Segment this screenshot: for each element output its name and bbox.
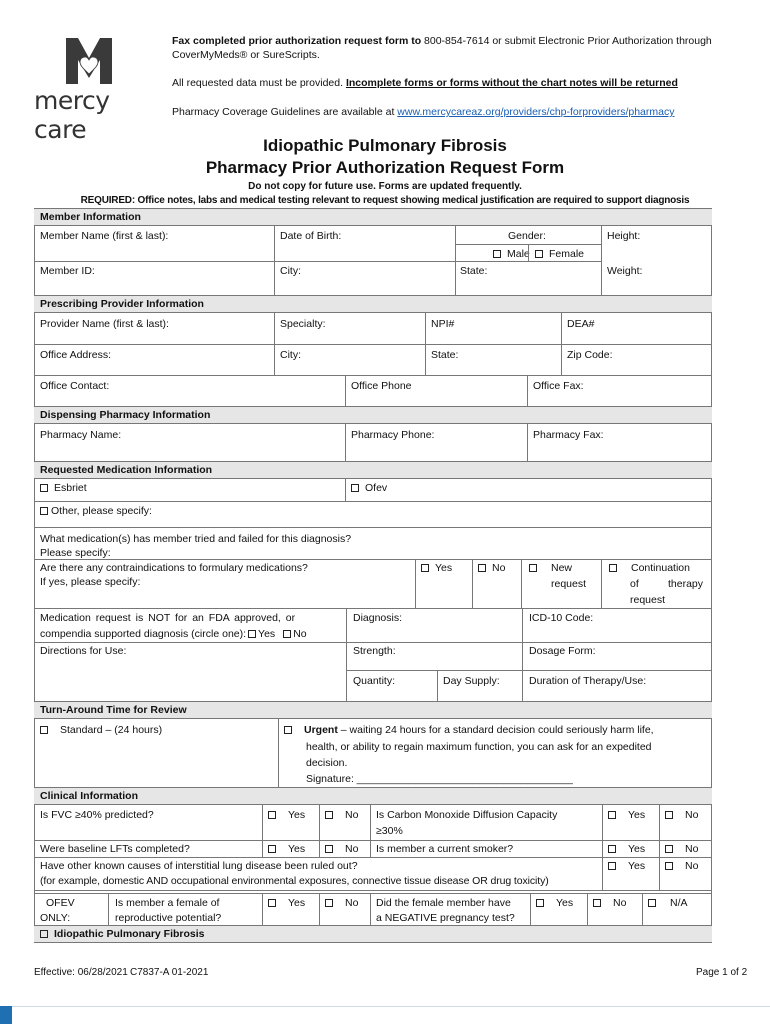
continuation-line3: request — [630, 594, 666, 606]
day-supply-label: Day Supply: — [443, 675, 500, 687]
pregnancy-question-2: a NEGATIVE pregnancy test? — [376, 912, 515, 924]
divider — [34, 840, 712, 841]
guidelines-note: Pharmacy Coverage Guidelines are available at www.mercycareaz.org/providers/chp-forproviders/pharmacy — [172, 106, 675, 118]
preg-yes-checkbox[interactable] — [536, 899, 544, 907]
divider — [34, 344, 712, 345]
urgent-line2: health, or ability to regain maximum function, you can ask for an expedited — [306, 741, 652, 753]
urgent-line3: decision. — [306, 757, 348, 769]
ofev-only-label-2: ONLY: — [40, 912, 71, 924]
co-diffusion-question-line2: ≥30% — [376, 825, 403, 837]
divider — [345, 424, 346, 462]
divider — [530, 893, 531, 925]
divider — [274, 313, 275, 375]
preg-na-option[interactable]: N/A — [648, 897, 688, 910]
quantity-label: Quantity: — [353, 675, 396, 687]
preg-na-checkbox[interactable] — [648, 899, 656, 907]
office-phone-label: Office Phone — [351, 380, 412, 392]
required-data-note: All requested data must be provided. Incomplete forms or forms without the chart notes will be returned — [172, 77, 678, 89]
divider — [370, 805, 371, 857]
contra-no-checkbox[interactable] — [478, 564, 486, 572]
office-address-label: Office Address: — [40, 349, 112, 361]
standard-checkbox[interactable] — [40, 726, 48, 734]
pharmacy-phone-label: Pharmacy Phone: — [351, 429, 435, 441]
ild-question-line2: (for example, domestic AND occupational environmental exposures, connective tissue disease OR drug toxicity) — [40, 875, 549, 887]
co-no-checkbox[interactable] — [665, 811, 673, 819]
preg-yes-option[interactable]: Yes — [536, 897, 573, 910]
gender-male-option[interactable]: Male — [493, 248, 530, 261]
dob-label: Date of Birth: — [280, 230, 342, 242]
esbriet-option[interactable]: Esbriet — [40, 482, 87, 495]
ild-no-checkbox[interactable] — [665, 862, 673, 870]
ofev-checkbox[interactable] — [351, 484, 359, 492]
required-documents: REQUIRED: Office notes, labs and medical testing relevant to request showing medical justification are required to support diagnosis — [80, 195, 690, 206]
form-code: C7837-A 01-2021 — [130, 967, 209, 978]
ipf-checkbox[interactable] — [40, 930, 48, 938]
member-name-label: Member Name (first & last): — [40, 230, 169, 242]
fda-question-line2: compendia supported diagnosis (circle one): Yes No — [40, 628, 307, 640]
member-id-label: Member ID: — [40, 265, 95, 277]
specialty-label: Specialty: — [280, 318, 326, 330]
fvc-no-option[interactable]: No — [325, 809, 358, 822]
smoker-question: Is member a current smoker? — [376, 843, 514, 855]
form-title-line2: Pharmacy Prior Authorization Request Form — [205, 158, 565, 177]
female-yes-checkbox[interactable] — [268, 899, 276, 907]
divider — [34, 893, 712, 894]
divider — [521, 559, 522, 608]
standard-option[interactable]: Standard – (24 hours) — [40, 724, 162, 737]
smoker-no-option[interactable]: No — [665, 843, 698, 856]
female-no-option[interactable]: No — [325, 897, 358, 910]
divider — [319, 805, 320, 857]
ild-yes-option[interactable]: Yes — [608, 860, 645, 873]
urgent-checkbox[interactable] — [284, 726, 292, 734]
duration-label: Duration of Therapy/Use: — [529, 675, 647, 687]
member-city-label: City: — [280, 265, 301, 277]
divider — [601, 559, 602, 608]
medication-info-header: Requested Medication Information — [34, 461, 712, 479]
strength-label: Strength: — [353, 645, 396, 657]
fax-instructions: Fax completed prior authorization request form to 800-854-7614 or submit Electronic Prior Authorization through — [172, 35, 712, 47]
mercy-care-logo — [34, 36, 144, 144]
female-question-1: Is member a female of — [115, 897, 220, 909]
divider — [455, 226, 456, 296]
smoker-no-checkbox[interactable] — [665, 845, 673, 853]
office-contact-label: Office Contact: — [40, 380, 110, 392]
divider — [659, 805, 660, 890]
member-state-label: State: — [460, 265, 488, 277]
npi-label: NPI# — [431, 318, 455, 330]
divider — [274, 226, 275, 296]
ipf-section-header[interactable]: Idiopathic Pulmonary Fibrosis — [34, 925, 712, 943]
divider — [345, 375, 346, 407]
ild-question-line1: Have other known causes of interstitial lung disease been ruled out? — [40, 860, 358, 872]
divider — [522, 608, 523, 702]
contra-yes-checkbox[interactable] — [421, 564, 429, 572]
new-request-line2: request — [551, 578, 587, 590]
gender-label: Gender: — [508, 230, 546, 242]
divider — [34, 501, 712, 502]
logo-text: mercy care — [34, 86, 110, 144]
fvc-yes-checkbox[interactable] — [268, 811, 276, 819]
pharmacy-info-header: Dispensing Pharmacy Information — [34, 406, 712, 424]
co-yes-checkbox[interactable] — [608, 811, 616, 819]
fda-no-checkbox[interactable] — [283, 630, 291, 638]
fda-question-line1: Medication request is NOT for an FDA approved, or — [40, 612, 296, 624]
fda-yes-checkbox[interactable] — [248, 630, 256, 638]
divider — [527, 424, 528, 462]
pharmacy-name-label: Pharmacy Name: — [40, 429, 122, 441]
other-checkbox[interactable] — [40, 507, 48, 515]
female-no-checkbox[interactable] — [325, 899, 333, 907]
provider-state-label: State: — [431, 349, 459, 361]
contraindications-specify: If yes, please specify: — [40, 576, 141, 588]
provider-name-label: Provider Name (first & last): — [40, 318, 169, 330]
female-yes-option[interactable]: Yes — [268, 897, 305, 910]
mercy-care-logo-mark — [34, 36, 144, 88]
form-title-line1: Idiopathic Pulmonary Fibrosis — [263, 136, 507, 155]
fvc-question: Is FVC ≥40% predicted? — [40, 809, 154, 821]
female-checkbox[interactable] — [535, 250, 543, 258]
office-fax-label: Office Fax: — [533, 380, 584, 392]
divider — [108, 893, 109, 925]
ofev-option[interactable]: Ofev — [351, 482, 387, 495]
urgent-option[interactable]: Urgent – waiting 24 hours for a standard decision could seriously harm life, — [284, 724, 654, 737]
new-request-checkbox[interactable] — [529, 564, 537, 572]
fvc-no-checkbox[interactable] — [325, 811, 333, 819]
provider-city-label: City: — [280, 349, 301, 361]
divider — [561, 313, 562, 375]
zip-label: Zip Code: — [567, 349, 613, 361]
divider — [34, 559, 712, 560]
fvc-yes-option[interactable]: Yes — [268, 809, 305, 822]
page-left-accent — [0, 1006, 12, 1024]
lfts-question: Were baseline LFTs completed? — [40, 843, 190, 855]
divider — [34, 261, 455, 262]
female-question-2: reproductive potential? — [115, 912, 222, 924]
new-request-option[interactable]: New — [529, 562, 572, 575]
continuation-option[interactable]: Continuation — [609, 562, 690, 575]
divider — [425, 313, 426, 375]
diagnosis-label: Diagnosis: — [353, 612, 403, 624]
effective-date: Effective: 06/28/2021 — [34, 967, 128, 978]
clinical-info-header: Clinical Information — [34, 787, 712, 805]
lfts-yes-checkbox[interactable] — [268, 845, 276, 853]
lfts-no-option[interactable]: No — [325, 843, 358, 856]
co-diffusion-question: Is Carbon Monoxide Diffusion Capacity — [376, 809, 558, 821]
contra-yes-option[interactable]: Yes — [421, 562, 452, 575]
other-medication-option[interactable]: Other, please specify: — [40, 505, 152, 518]
divider — [415, 559, 416, 608]
pregnancy-question-1: Did the female member have — [376, 897, 511, 909]
divider — [262, 893, 263, 925]
divider — [528, 244, 529, 261]
continuation-line2b: therapy — [668, 578, 704, 590]
smoker-yes-option[interactable]: Yes — [608, 843, 645, 856]
continuation-checkbox[interactable] — [609, 564, 617, 572]
guidelines-link[interactable]: www.mercycareaz.org/providers/chp-forproviders/pharmacy — [397, 106, 675, 118]
divider — [370, 893, 371, 925]
smoker-yes-checkbox[interactable] — [608, 845, 616, 853]
preg-no-checkbox[interactable] — [593, 899, 601, 907]
divider — [34, 527, 712, 528]
height-label: Height: — [607, 230, 641, 242]
page-number: Page 1 of 2 — [696, 967, 748, 978]
contra-no-option[interactable]: No — [478, 562, 505, 575]
divider — [319, 893, 320, 925]
divider — [587, 893, 588, 925]
lfts-no-checkbox[interactable] — [325, 845, 333, 853]
co-yes-option[interactable]: Yes — [608, 809, 645, 822]
divider — [472, 559, 473, 608]
weight-label: Weight: — [607, 265, 643, 277]
signature-line[interactable]: Signature: _____________________________________ — [306, 773, 573, 785]
divider — [346, 670, 712, 671]
tried-failed-specify: Please specify: — [40, 547, 111, 559]
esbriet-checkbox[interactable] — [40, 484, 48, 492]
divider — [34, 890, 712, 891]
dea-label: DEA# — [567, 318, 595, 330]
dosage-form-label: Dosage Form: — [529, 645, 596, 657]
divider — [278, 719, 279, 787]
contraindications-question: Are there any contraindications to formulary medications? — [40, 562, 308, 574]
member-info-header: Member Information — [34, 208, 712, 226]
ild-yes-checkbox[interactable] — [608, 862, 616, 870]
divider — [527, 375, 528, 407]
continuation-line2a: of — [630, 578, 639, 590]
gender-female-option[interactable]: Female — [535, 248, 584, 261]
divider — [34, 375, 712, 376]
divider — [455, 261, 601, 262]
tried-failed-question: What medication(s) has member tried and failed for this diagnosis? — [40, 533, 352, 545]
divider — [345, 479, 346, 501]
divider — [602, 805, 603, 890]
directions-label: Directions for Use: — [40, 645, 127, 657]
turnaround-header: Turn-Around Time for Review — [34, 701, 712, 719]
co-no-option[interactable]: No — [665, 809, 698, 822]
lfts-yes-option[interactable]: Yes — [268, 843, 305, 856]
provider-info-header: Prescribing Provider Information — [34, 295, 712, 313]
ofev-only-label-1: OFEV — [46, 897, 75, 909]
male-checkbox[interactable] — [493, 250, 501, 258]
divider — [601, 226, 602, 296]
pharmacy-fax-label: Pharmacy Fax: — [533, 429, 604, 441]
divider — [437, 670, 438, 702]
ild-no-option[interactable]: No — [665, 860, 698, 873]
fax-instructions-line2: CoverMyMeds® or SureScripts. — [172, 49, 320, 61]
icd10-label: ICD-10 Code: — [529, 612, 594, 624]
divider — [34, 608, 712, 609]
divider — [34, 642, 712, 643]
divider — [346, 608, 347, 702]
page-bottom-edge — [0, 1006, 770, 1025]
form-note: Do not copy for future use. Forms are updated frequently. — [248, 181, 522, 192]
divider — [34, 857, 712, 858]
preg-no-option[interactable]: No — [593, 897, 626, 910]
divider — [262, 805, 263, 857]
divider — [642, 893, 643, 925]
